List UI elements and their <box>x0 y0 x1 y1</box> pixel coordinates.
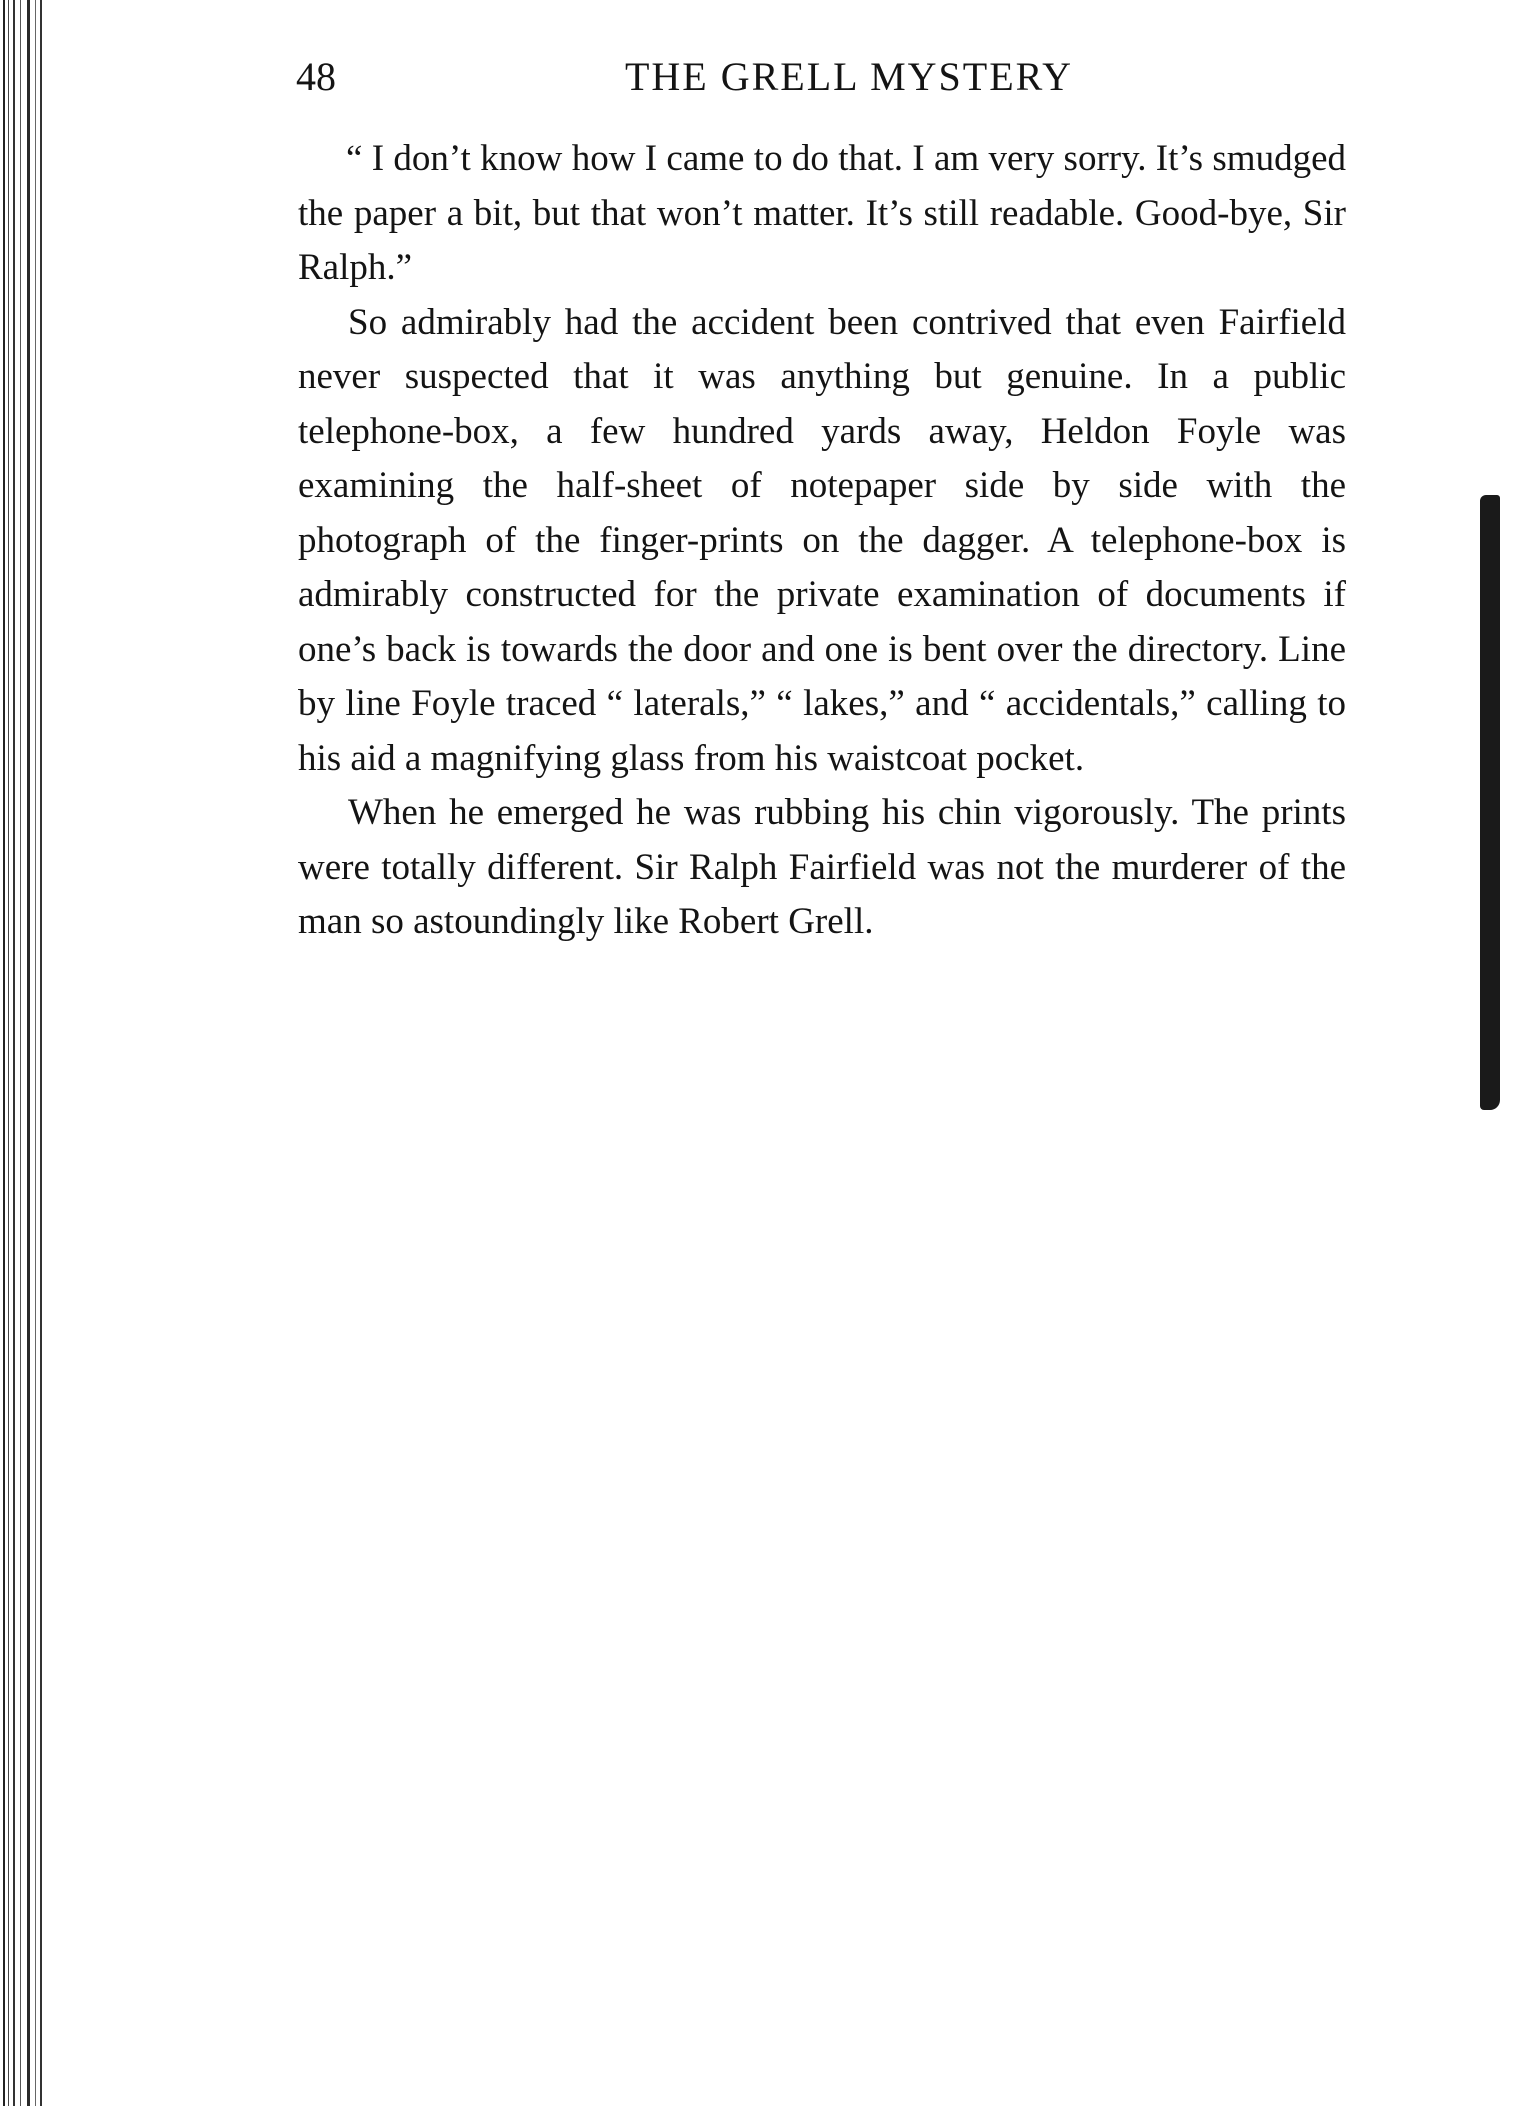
paragraph-2: So admirably had the accident been contrived that even Fairfield never suspected that it was anything but genuine. In a public telephone-box, a few hundred yards away, Heldon Foyle was examining the half-sheet of notepaper side by side with the photograph of the finger-prints on the dagger. A telephone-box is admirably constructed for the private examination of documents if one’s back is towards the door and one is bent over the directory. Line by line Foyle traced “ laterals,” “ lakes,” and “ accidentals,” calling to his aid a magnifying glass from his waistcoat pocket. <box>298 301 1346 779</box>
running-title: THE GRELL MYSTERY <box>624 54 1074 99</box>
body-text <box>298 132 1346 950</box>
paragraph-3: When he emerged he was rubbing his chin vigorously. The prints were totally different. Sir Ralph Fairfield was not the murderer of the man so astoundingly like Robert Grell. <box>298 792 1346 942</box>
page-edge-shadow <box>1480 495 1500 1110</box>
running-header <box>296 52 1342 102</box>
page-number: 48 <box>296 54 336 99</box>
paragraph-1: “ I don’t know how I came to do that. I am very sorry. It’s smudged the paper a bit, but that won’t matter. It’s still readable. Good-bye, Sir Ralph.” <box>298 138 1346 288</box>
binding-edge <box>0 0 46 2106</box>
